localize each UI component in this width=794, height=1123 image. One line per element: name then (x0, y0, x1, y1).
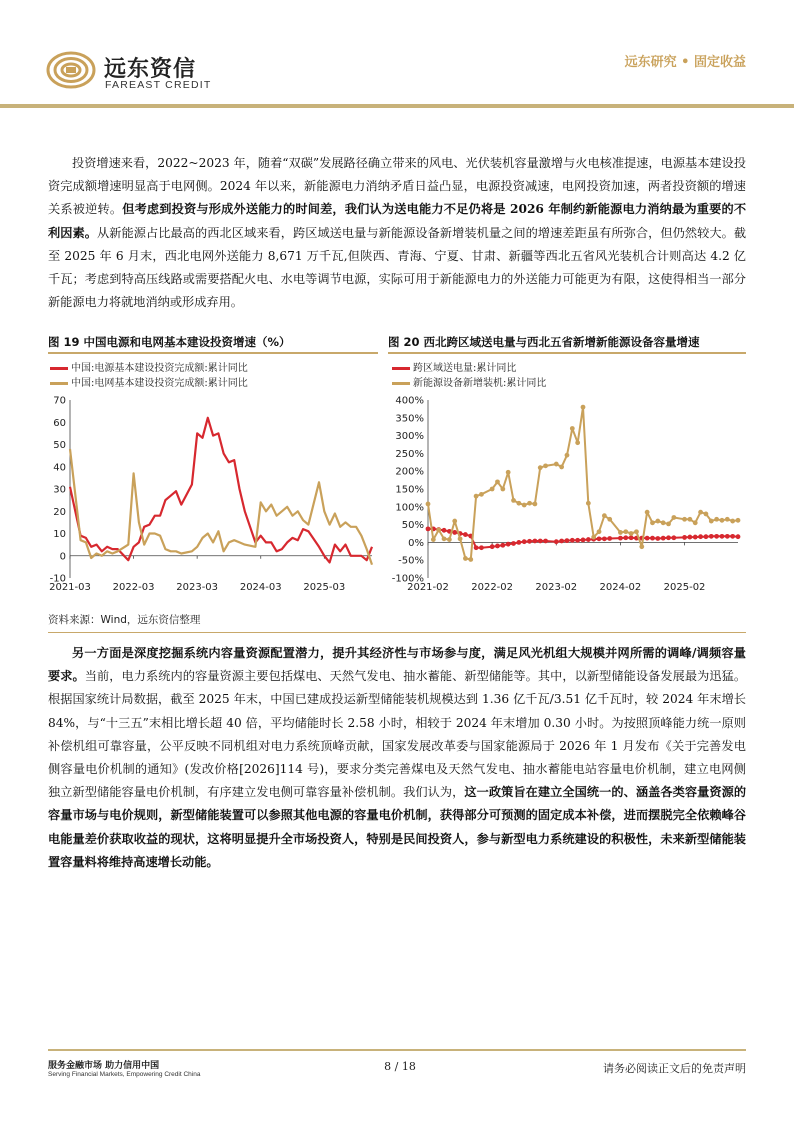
para1-text-b: 从新能源占比最高的西北区域来看，跨区域送电量与新能源设备新增装机量之间的增速差距虽有所弥合，但仍然较大。截至 2025 年 6 月末，西北电网外送能力 8,671 万千瓦,但陕西、青海、宁夏、甘肃、新疆等西北五省风光装机合计则高达 4.2 亿千瓦；考虑到特高压线路或需要搭配火电、水电等调节电源，实际可用于新能源电力的外送能力可能更为有限，这使得相当一部分新能源电力将就地消纳或形成弃用。 (48, 225, 747, 310)
para2-bold-a: 另一方面是深度挖掘系统内容量资源配置潜力，提升其经济性与市场参与度，满足风光机组大规模并网所需的调峰/调频容量要求。 (48, 646, 746, 684)
footer-slogan-cn: 服务金融市场 助力信用中国 (48, 1061, 160, 1071)
fig20-series-1-point (586, 537, 591, 542)
fig19-y-tick-label: 20 (53, 506, 66, 518)
fig20-series-2-point (490, 487, 495, 492)
fig20-series-1-point (725, 534, 730, 539)
fig20-series-1-point (463, 532, 468, 537)
fig20-y-tick-label: 250% (395, 448, 424, 460)
fig20-series-1-point (511, 541, 516, 546)
fig20-series-1-point (687, 535, 692, 540)
fig19-title: 图 19 中国电源和电网基本建设投资增速（%） (48, 335, 291, 349)
fig20-series-1-point (709, 534, 714, 539)
fig20-series-2-point (586, 501, 591, 506)
fig20-legend-swatch-2 (392, 382, 410, 385)
fig20-series-1-point (618, 536, 623, 541)
para2-text: 当前，电力系统内的容量资源主要包括煤电、天然气发电、抽水蓄能、新型储能等。其中，以新型储能设备发展最为迅猛。根据国家统计局数据，截至 2025 年末，中国已建成投运新型储能装机规模达到 1.36 亿千瓦/3.51 亿千瓦时，较 2024 年末增长 84%，与“十三五”末相比增长超 40 倍，平均储能时长 2.58 小时，相较于 2024 年末增加 0.30 小时。为按照顶峰能力统一原则补偿机组可靠容量，公平反映不同机组对电力系统顶峰贡献，国家发展改革委与国家能源局于 2026 年 1 月发布《关于完善发电侧容量电价机制的通知》(发改价格[2026]114 号)，要求分类完善煤电及天然气发电、抽水蓄能电站容量电价机制，建立电网侧独立新型储能容量电价机制，有序建立发电侧可靠容量补偿机制。我们认为， (48, 669, 747, 800)
fig19-series-2-line (70, 449, 372, 565)
fig20-series-1-point (736, 534, 741, 539)
fig20-series-1-point (570, 538, 575, 543)
fig20-series-2-point (442, 536, 447, 541)
fig20-series-2-point (506, 470, 511, 475)
fig20-series-1-point (442, 528, 447, 533)
para1-bold: 但考虑到投资与形成外送能力的时间差，我们认为送电能力不足仍将是 2026 年制约新能源电力消纳最为重要的不利因素。 (48, 202, 747, 240)
fig20-series-1-point (629, 535, 634, 540)
fig19-y-tick-label: 50 (53, 440, 66, 451)
fig20-series-2-point (463, 556, 468, 561)
fig20-series-2-point (543, 463, 548, 468)
fig20-y-tick-label: -100% (391, 573, 424, 585)
fig20-series-1-point (650, 536, 655, 541)
fig20-x-tick-label: 2021-02 (407, 582, 449, 592)
fig20-series-2-point (516, 501, 521, 506)
logo-text-en: FAREAST CREDIT (105, 79, 212, 91)
fig20-y-tick-label: 0% (408, 537, 424, 549)
fig20-series-1-point (666, 535, 671, 540)
fig20-series-1-point (559, 539, 564, 544)
fig20-series-2-point (650, 520, 655, 525)
fig20-series-1-point (426, 526, 431, 531)
logo-text-cn: 远东资信 (104, 57, 197, 82)
fig19-legend-item-2 (50, 374, 248, 389)
fig20-series-1-point (500, 543, 505, 548)
fig20-y-tick-label: 300% (395, 431, 424, 443)
fig20-series-2-point (714, 517, 719, 522)
fig20-series-2-point (500, 487, 505, 492)
fig20-series-1-point (538, 539, 543, 544)
fig20-legend-item-1 (392, 359, 516, 374)
fig20-series-2-point (607, 517, 612, 522)
fig20-title: 图 20 西北跨区域送电量与西北五省新增新能源设备容量增速 (388, 335, 700, 349)
fig20-series-1-point (671, 535, 676, 540)
fig20-series-2-point (511, 498, 516, 503)
fig20-series-2-point (725, 517, 730, 522)
fig20-series-2-point (495, 479, 500, 484)
fig19-legend-label-1: 中国:电源基本建设投资完成额:累计同比 (71, 363, 248, 374)
fig20-series-2-point (704, 512, 709, 517)
fig19-y-tick-label: 70 (53, 395, 66, 407)
fig20-series-1-point (623, 535, 628, 540)
fig20-series-1-point (495, 544, 500, 549)
fig20-series-1-point (527, 539, 532, 544)
fig19-legend-swatch-1 (50, 367, 68, 370)
fig20-series-1-point (698, 534, 703, 539)
fig20-series-1-point (506, 542, 511, 547)
fig20-series-2-point (736, 518, 741, 523)
para2-bold-b: 这一政策旨在建立全国统一的、涵盖各类容量资源的容量市场与电价规则，新型储能装置可以参照其他电源的容量电价机制，获得部分可预测的固定成本补偿，进而摆脱完全依赖峰谷电能量差价获取收益的现状，这将明显提升全市场投资人，特别是民间投资人，参与新型电力系统建设的积极性，未来新型储能装置容量料将维持高速增长动能。 (48, 785, 747, 869)
fig19-x-tick-label: 2024-03 (239, 582, 282, 592)
fig20-series-1-point (693, 535, 698, 540)
fig20-series-2-point (682, 517, 687, 522)
fig20-y-tick-label: 200% (395, 466, 424, 478)
fig20-series-1-point (522, 539, 527, 544)
fig20-series-2-point (581, 405, 586, 410)
fig20-series-1-point (543, 539, 548, 544)
fig20-series-2-point (527, 501, 532, 506)
footer-disclaimer: 请务必阅读正文后的免责声明 (603, 1062, 746, 1075)
fig20-series-1-point (474, 545, 479, 550)
fig20-series-2-point (639, 544, 644, 549)
fareast-logo-icon (46, 50, 96, 90)
fig20-series-1-point (720, 534, 725, 539)
fig20-series-2-point (602, 513, 607, 518)
fig20-series-2-point (474, 494, 479, 499)
fig20-series-2-point (426, 502, 431, 507)
fig20-series-2-point (452, 519, 457, 524)
fig20-series-2-point (634, 529, 639, 534)
fig20-series-2-point (709, 519, 714, 524)
fig20-series-1-point (452, 530, 457, 535)
fig20-series-1-point (645, 536, 650, 541)
footer-divider (48, 1049, 746, 1051)
fig20-series-1-point (565, 538, 570, 543)
fig20-y-tick-label: -50% (398, 555, 424, 567)
fig20-series-2-point (693, 520, 698, 525)
fig20-series-2-point (554, 462, 559, 467)
source-divider (48, 632, 746, 633)
fig20-x-tick-label: 2025-02 (663, 582, 706, 592)
fig20-x-tick-label: 2023-02 (535, 582, 578, 592)
fig20-legend-label-2: 新能源设备新增装机:累计同比 (413, 378, 547, 389)
fig20-series-1-point (490, 544, 495, 549)
fig20-series-1-point (597, 536, 602, 541)
fig20-y-tick-label: 100% (395, 502, 424, 514)
fig20-legend-label-1: 跨区域送电量:累计同比 (413, 363, 517, 374)
fig20-y-tick-label: 150% (395, 484, 424, 496)
fig20-legend-swatch-1 (392, 367, 410, 370)
fig20-y-tick-label: 50% (401, 520, 424, 532)
fig20-x-tick-label: 2024-02 (599, 582, 642, 592)
fig20-series-1-point (661, 536, 666, 541)
page-number: 8 / 18 (384, 1060, 416, 1073)
fig19-legend-label-2: 中国:电网基本建设投资完成额:累计同比 (71, 378, 248, 389)
fig19-legend-item-1 (50, 359, 248, 374)
header-section-title: 远东研究 • 固定收益 (624, 55, 746, 70)
fig20-series-2-point (629, 531, 634, 536)
header-divider (0, 104, 794, 108)
fig20-series-1-point (730, 534, 735, 539)
fig20-series-2-point (730, 519, 735, 524)
fig20-series-2-point (532, 502, 537, 507)
fig20-series-1-point (714, 534, 719, 539)
fig19-title-rule (48, 352, 378, 354)
body-paragraph-1 (48, 152, 746, 314)
fig19-y-tick-label: 0 (59, 551, 66, 563)
fig20-x-tick-label: 2022-02 (471, 582, 514, 592)
fig20-series-2-point (522, 503, 527, 508)
fig20-series-2-point (468, 557, 473, 562)
fig20-y-tick-label: 350% (395, 413, 424, 425)
fig20-series-2-point (720, 518, 725, 523)
fig20-series-1-point (607, 536, 612, 541)
fig20-series-2-point (447, 537, 452, 542)
fig20-series-2-point (655, 519, 660, 524)
fig20-series-2-point (645, 510, 650, 515)
fig20-series-2-point (687, 517, 692, 522)
fig19-legend-swatch-2 (50, 382, 68, 385)
fig20-series-2-point (431, 537, 436, 542)
body-paragraph-2 (48, 642, 746, 874)
fig19-x-tick-label: 2021-03 (49, 582, 91, 592)
fig20-legend-item-2 (392, 374, 546, 389)
fig20-series-2-point (436, 528, 441, 533)
fig19-x-tick-label: 2022-03 (112, 582, 155, 592)
fig20-series-1-point (602, 536, 607, 541)
fig20-series-2-point (618, 530, 623, 535)
fig20-series-2-point (698, 510, 703, 515)
fig19-x-tick-label: 2023-03 (176, 582, 219, 592)
fig19-y-tick-label: 10 (53, 529, 66, 540)
fig20-series-2-point (597, 529, 602, 534)
fig19-y-tick-label: -10 (49, 573, 66, 585)
fig19-x-tick-label: 2025-03 (303, 582, 346, 592)
fig19-y-tick-label: 30 (53, 484, 66, 496)
fig20-series-2-point (623, 529, 628, 534)
fig20-series-2-point (538, 465, 543, 470)
fig19-y-tick-label: 60 (53, 417, 66, 429)
fig20-series-1-point (554, 539, 559, 544)
fig20-series-2-point (666, 521, 671, 526)
fig20-series-1-point (682, 535, 687, 540)
fig20-series-2-point (479, 492, 484, 497)
fig20-series-2-point (575, 440, 580, 445)
fig20-series-1-point (479, 545, 484, 550)
fig20-title-rule (388, 352, 746, 354)
fig20-series-1-point (516, 540, 521, 545)
para1-text-a: 投资增速来看，2022~2023 年，随着“双碳”发展路径确立带来的风电、光伏装机容量激增与火电核准提速，电源基本建设投资完成额增速明显高于电网侧。2024 年以来，新能源电力消纳矛盾日益凸显，电源投资减速，电网投资加速，两者投资额的增速关系被逆转。 (48, 156, 746, 217)
fig20-series-1-point (655, 536, 660, 541)
figure-source: 资料来源：Wind，远东资信整理 (48, 614, 201, 626)
fig20-series-2-point (661, 520, 666, 525)
fig19-chart (48, 392, 380, 592)
fig20-series-2-point (591, 535, 596, 540)
fig20-series-2-point (671, 515, 676, 520)
fig20-series-1-point (704, 534, 709, 539)
fig20-series-2-point (565, 453, 570, 458)
fig20-chart (388, 392, 746, 592)
fig20-series-2-point (570, 426, 575, 431)
fig20-series-2-point (559, 465, 564, 470)
fig19-y-tick-label: 40 (53, 462, 66, 474)
fig20-series-1-point (581, 538, 586, 543)
fig20-series-1-point (575, 538, 580, 543)
fig20-series-2-point (458, 536, 463, 541)
fig20-series-1-point (532, 539, 537, 544)
footer-slogan-en: Serving Financial Markets, Empowering Credit China (48, 1071, 201, 1078)
fig20-y-tick-label: 400% (395, 395, 424, 407)
